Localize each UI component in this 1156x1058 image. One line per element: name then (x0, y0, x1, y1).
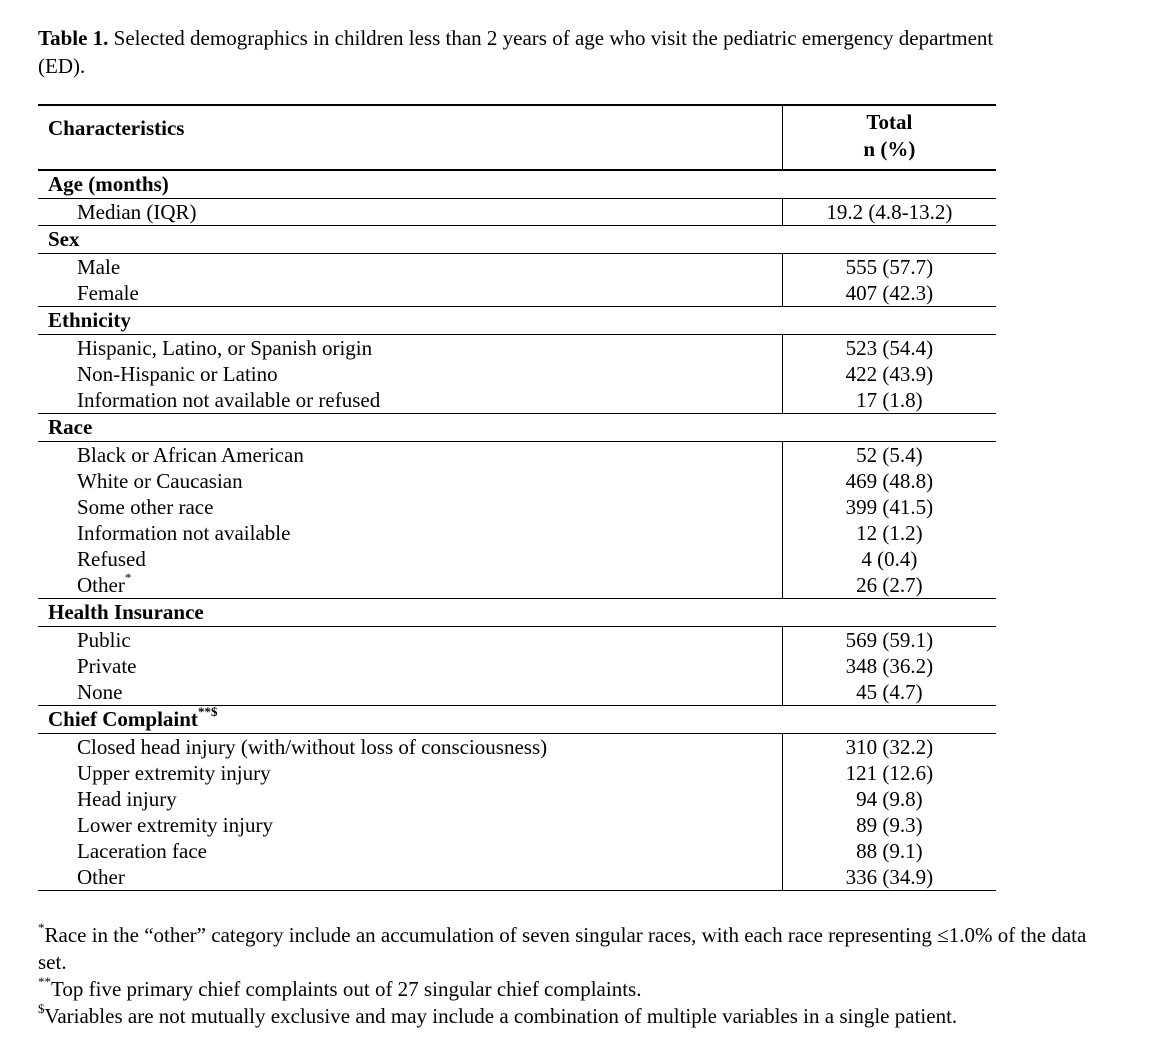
row-value: 4 (0.4) (861, 547, 918, 571)
row-value: 17 (1.8) (856, 388, 923, 412)
row-value: 52 (5.4) (856, 443, 923, 467)
row-label-text: None (77, 680, 123, 704)
row-labels (38, 627, 782, 706)
footnote-mark: * (38, 920, 45, 935)
row-value: 45 (4.7) (856, 680, 923, 704)
row-label (77, 468, 782, 494)
section-blank-cell (782, 706, 996, 734)
row-value: 469 (48.8) (845, 469, 934, 493)
row-label-text: Female (77, 281, 139, 305)
row-label (77, 653, 782, 679)
row-value: 555 (57.7) (845, 255, 934, 279)
row-label (77, 254, 782, 280)
footnote-marker: **$ (197, 704, 218, 719)
section-rows (38, 335, 996, 414)
header-total-label: Total (866, 110, 913, 134)
row-value: 89 (9.3) (856, 813, 923, 837)
row-label-text: Laceration face (77, 839, 207, 863)
footnote-marker: * (124, 570, 132, 585)
row-label-text: Some other race (77, 495, 214, 519)
row-value: 336 (34.9) (845, 865, 934, 889)
row-values (782, 442, 996, 599)
row-value: 94 (9.8) (856, 787, 923, 811)
row-label (77, 864, 782, 890)
table-caption (38, 24, 1038, 80)
footnote (38, 1003, 1118, 1030)
section-header-row (38, 706, 996, 734)
row-value: 523 (54.4) (845, 336, 934, 360)
row-label (77, 361, 782, 387)
row-label (77, 387, 782, 413)
row-labels (38, 199, 782, 226)
row-label-text: Male (77, 255, 121, 279)
section-title: Race (48, 415, 93, 439)
row-values (782, 734, 996, 891)
section-header-row (38, 226, 996, 254)
section-rows (38, 627, 996, 706)
row-label-text: Head injury (77, 787, 177, 811)
row-label-text: Private (77, 654, 137, 678)
row-values (782, 627, 996, 706)
section-blank-cell (782, 414, 996, 442)
row-label-text: Other (77, 573, 125, 597)
row-value: 399 (41.5) (845, 495, 934, 519)
section-title: Ethnicity (48, 308, 131, 332)
row-label-text: Information not available (77, 521, 291, 545)
row-label (77, 335, 782, 361)
table-title: Selected demographics in children less than 2 years of age who visit the pediatric emergency department (ED). (38, 26, 994, 78)
row-labels (38, 734, 782, 891)
row-label-text: Public (77, 628, 131, 652)
row-value: 12 (1.2) (856, 521, 923, 545)
section-title-cell (38, 706, 782, 734)
row-label-text: Other (77, 865, 125, 889)
footnote (38, 922, 1118, 976)
section-title: Chief Complaint (48, 707, 198, 731)
footnote-mark: ** (38, 974, 51, 989)
section-rows (38, 199, 996, 226)
section-blank-cell (782, 226, 996, 254)
row-label-text: Refused (77, 547, 146, 571)
row-value: 88 (9.1) (856, 839, 923, 863)
row-label (77, 572, 782, 598)
section-rows (38, 254, 996, 307)
section-blank-cell (782, 599, 996, 627)
section-header-row (38, 599, 996, 627)
section-title-cell (38, 170, 782, 199)
row-value: 19.2 (4.8-13.2) (826, 200, 953, 224)
footnote-text: Variables are not mutually exclusive and may include a combination of multiple variables in a single patient. (44, 1004, 958, 1028)
row-label-text: Non-Hispanic or Latino (77, 362, 278, 386)
section-title-cell (38, 226, 782, 254)
row-label (77, 494, 782, 520)
row-label-text: Hispanic, Latino, or Spanish origin (77, 336, 373, 360)
row-label-text: Black or African American (77, 443, 304, 467)
row-labels (38, 442, 782, 599)
row-value: 422 (43.9) (845, 362, 934, 386)
row-labels (38, 254, 782, 307)
header-total (782, 105, 996, 170)
row-label (77, 679, 782, 705)
row-label (77, 838, 782, 864)
header-total-unit: n (%) (863, 137, 916, 161)
row-label (77, 280, 782, 306)
demographics-table (38, 104, 996, 891)
row-label-text: White or Caucasian (77, 469, 243, 493)
row-label-text: Upper extremity injury (77, 761, 271, 785)
row-label (77, 199, 782, 225)
header-characteristics: Characteristics (38, 105, 782, 170)
section-blank-cell (782, 307, 996, 335)
row-value: 569 (59.1) (845, 628, 934, 652)
footnote-mark: $ (38, 1001, 45, 1016)
row-label-text: Closed head injury (with/without loss of consciousness) (77, 735, 548, 759)
row-value: 310 (32.2) (845, 735, 934, 759)
row-label (77, 546, 782, 572)
section-title-cell (38, 307, 782, 335)
section-header-row (38, 307, 996, 335)
section-header-row (38, 414, 996, 442)
row-label-text: Lower extremity injury (77, 813, 273, 837)
row-value: 407 (42.3) (845, 281, 934, 305)
table-label: Table 1. (38, 26, 109, 50)
section-title-cell (38, 414, 782, 442)
row-value: 121 (12.6) (845, 761, 934, 785)
row-value: 26 (2.7) (856, 573, 923, 597)
section-title-cell (38, 599, 782, 627)
footnote-text: Race in the “other” category include an accumulation of seven singular races, with each race representing ≤1.0% of the data set. (38, 923, 1087, 974)
section-title: Health Insurance (48, 600, 204, 624)
section-rows (38, 734, 996, 891)
row-label-text: Information not available or refused (77, 388, 381, 412)
row-labels (38, 335, 782, 414)
row-label (77, 734, 782, 760)
row-label-text: Median (IQR) (77, 200, 197, 224)
row-values (782, 335, 996, 414)
footnote-text: Top five primary chief complaints out of 27 singular chief complaints. (51, 977, 642, 1001)
row-label (77, 786, 782, 812)
section-blank-cell (782, 170, 996, 199)
row-values (782, 199, 996, 226)
table-header-row (38, 105, 996, 170)
row-label (77, 627, 782, 653)
row-label (77, 760, 782, 786)
section-title: Sex (48, 227, 80, 251)
section-rows (38, 442, 996, 599)
section-header-row (38, 170, 996, 199)
row-label (77, 442, 782, 468)
section-title: Age (months) (48, 172, 169, 196)
row-values (782, 254, 996, 307)
table-footnotes (38, 922, 1118, 1030)
footnote (38, 976, 1118, 1003)
row-value: 348 (36.2) (845, 654, 934, 678)
row-label (77, 812, 782, 838)
row-label (77, 520, 782, 546)
